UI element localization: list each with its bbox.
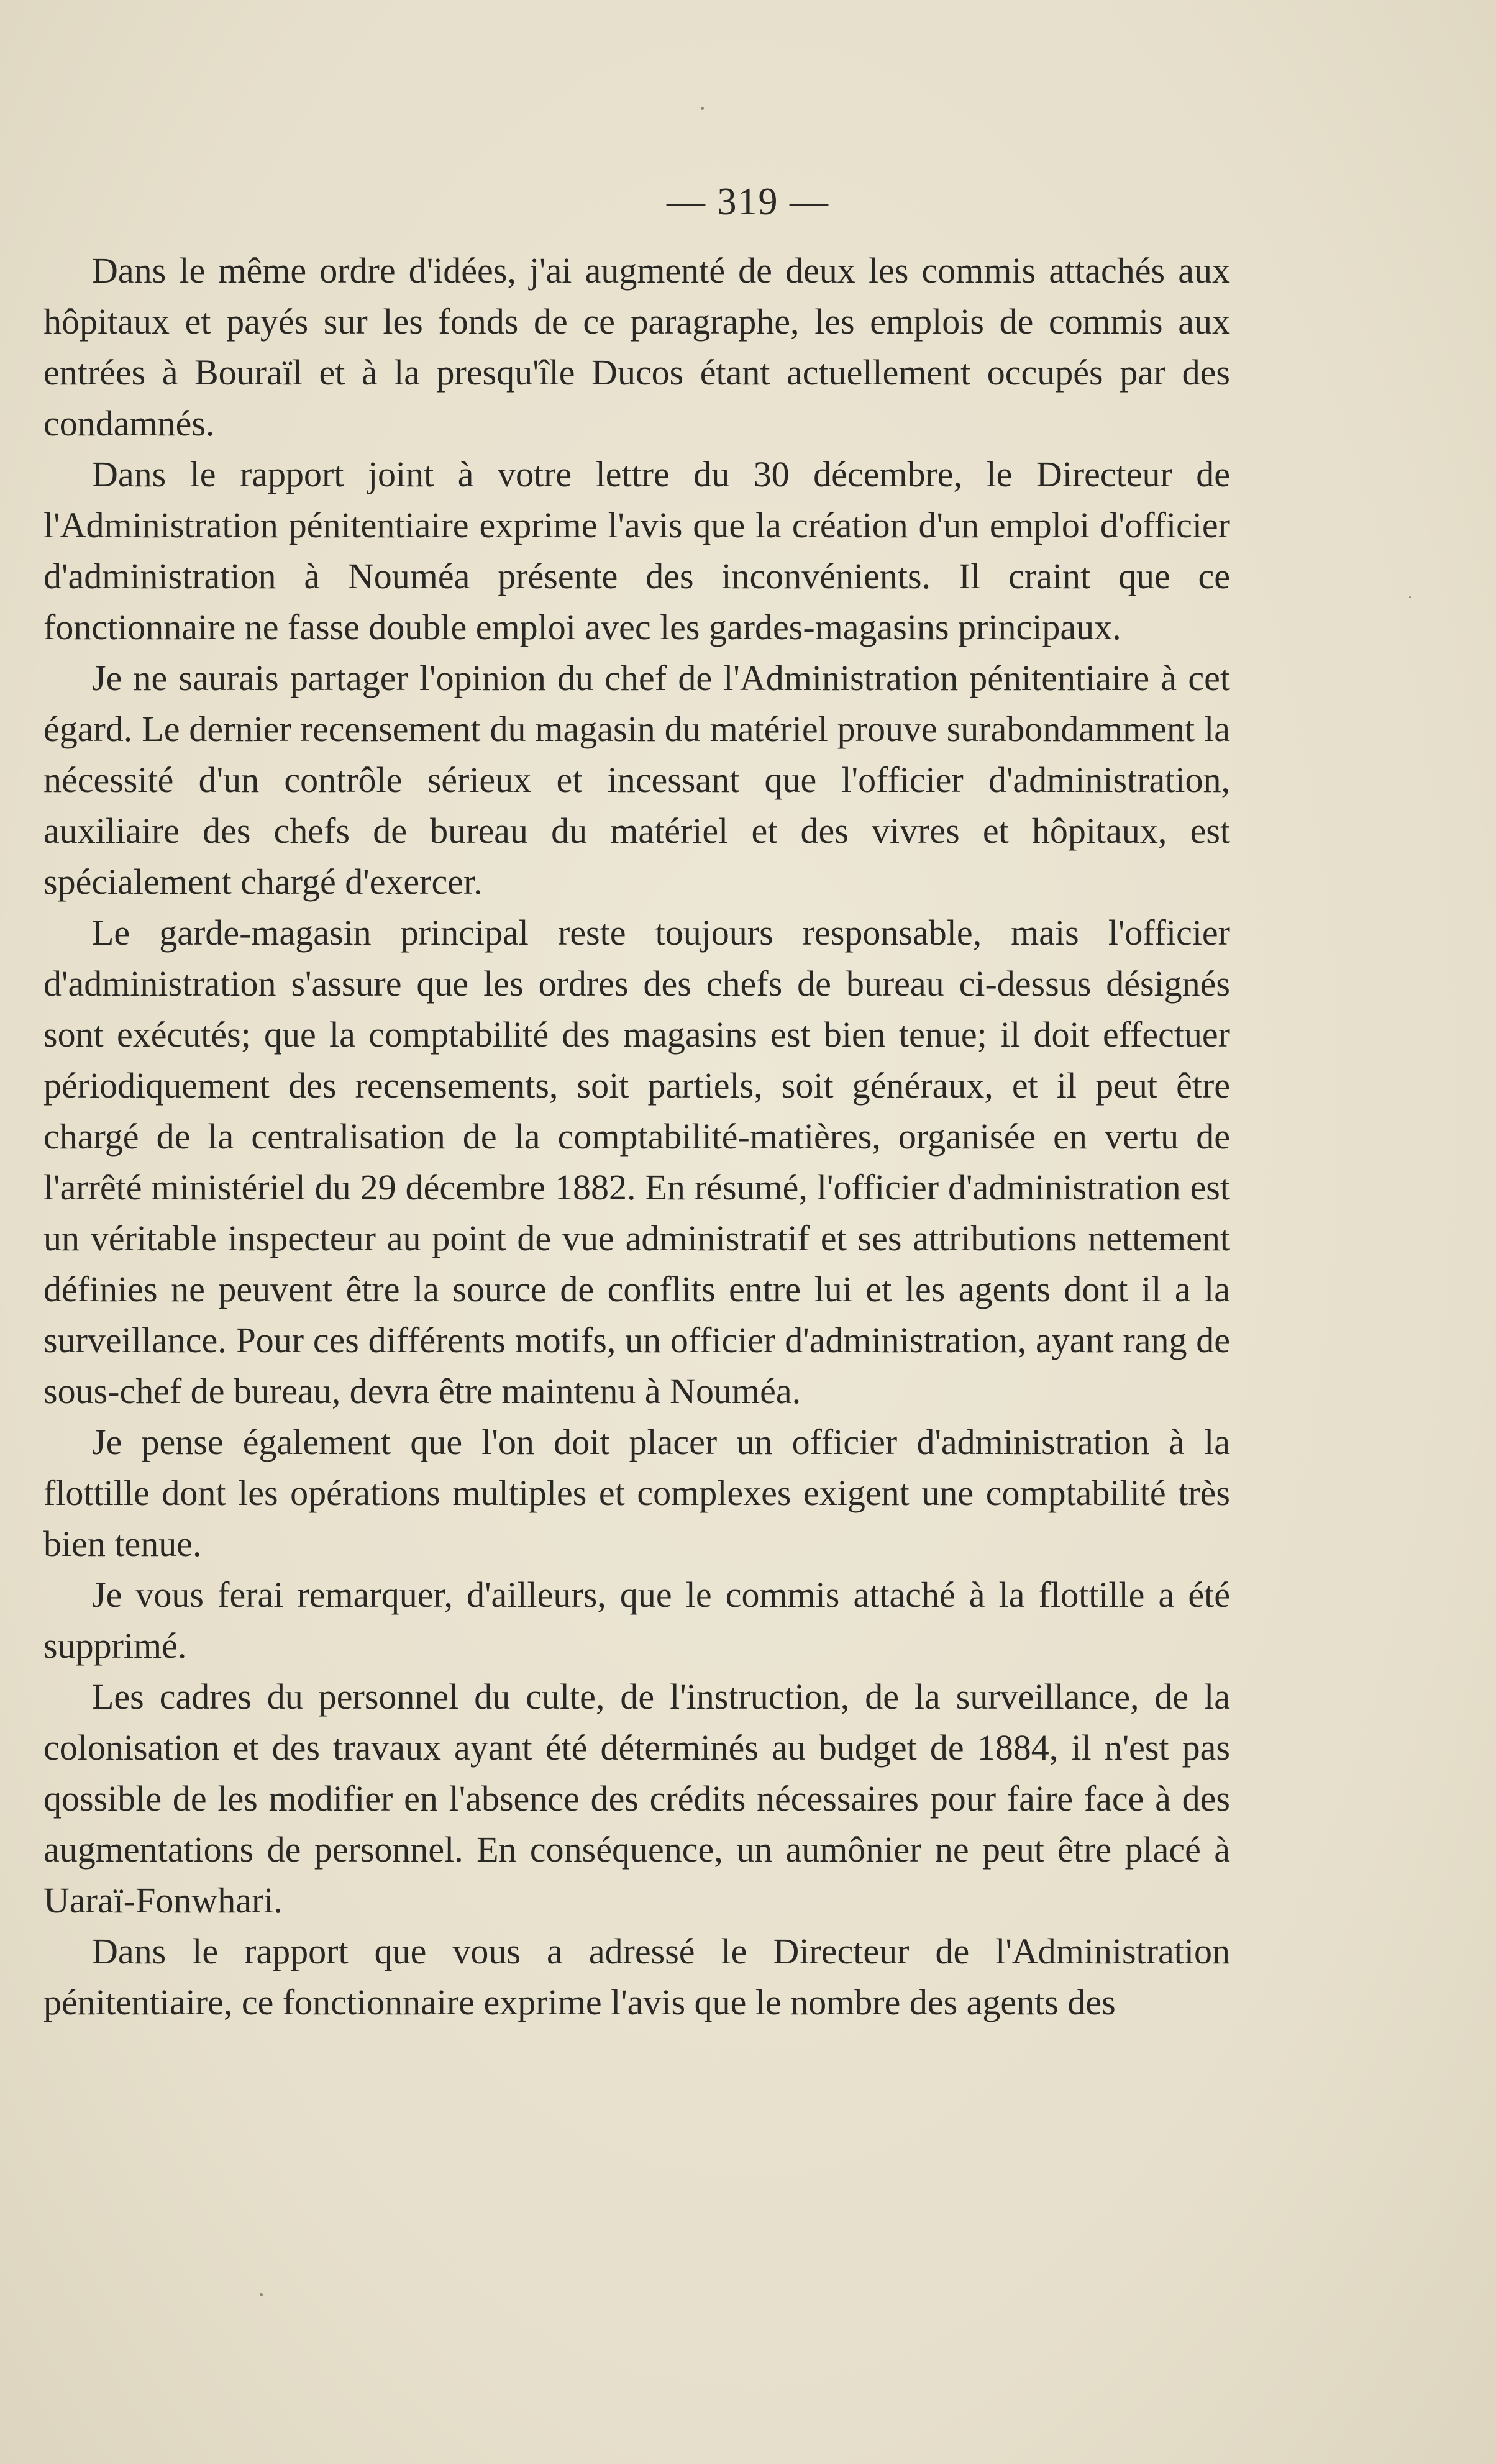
paragraph: Je ne saurais partager l'opinion du chef de l'Administration pénitentiaire à cet égard. Le dernier recensement du magasin du matériel prouve surabondamment la nécessité d'un contrôle sérieux et incessant que l'officier d'administration, auxiliaire des chefs de bureau du matériel et des vivres et hôpitaux, est spécialement chargé d'exercer. xyxy=(43,658,1230,902)
paragraph: Je pense également que l'on doit placer un officier d'administration à la flottille dont les opérations multiples et complexes exigent une comptabilité très bien tenue. xyxy=(43,1422,1230,1564)
paragraph: Dans le rapport que vous a adressé le Directeur de l'Administration pénitentiaire, ce fonctionnaire exprime l'avis que le nombre des agents des xyxy=(43,1931,1230,2022)
paragraph: Dans le rapport joint à votre lettre du 30 décembre, le Directeur de l'Administration pénitentiaire exprime l'avis que la création d'un emploi d'officier d'administration à Nouméa présente des inconvénients. Il craint que ce fonctionnaire ne fasse double emploi avec les gardes-magasins principaux. xyxy=(43,454,1230,647)
paragraph: Le garde-magasin principal reste toujours responsable, mais l'officier d'administration s'assure que les ordres des chefs de bureau ci-dessus désignés sont exécutés; que la comptabilité des magasins est bien tenue; il doit effectuer périodiquement des recensements, soit partiels, soit généraux, et il peut être chargé de la centralisation de la comptabilité-matières, organisée en vertu de l'arrêté ministériel du 29 décembre 1882. En résumé, l'officier d'administration est un véritable inspecteur au point de vue administratif et ses attributions nettement définies ne peuvent être la source de conflits entre lui et les agents dont il a la surveillance. Pour ces différents motifs, un officier d'administration, ayant rang de sous-chef de bureau, devra être maintenu à Nouméa. xyxy=(43,912,1230,1411)
paragraph: Dans le même ordre d'idées, j'ai augmenté de deux les commis attachés aux hôpitaux et payés sur les fonds de ce paragraphe, les emplois de commis aux entrées à Bouraïl et à la presqu'île Ducos étant actuellement occupés par des condamnés. xyxy=(43,250,1230,443)
body-text xyxy=(43,245,1230,2028)
paper-speck xyxy=(701,107,704,110)
paragraph: Je vous ferai remarquer, d'ailleurs, que le commis attaché à la flottille a été supprimé. xyxy=(43,1575,1230,1666)
paragraph: Les cadres du personnel du culte, de l'instruction, de la surveillance, de la colonisation et des travaux ayant été déterminés au budget de 1884, il n'est pas qossible de les modifier en l'absence des crédits nécessaires pour faire face à des augmentations de personnel. En conséquence, un aumônier ne peut être placé à Uaraï-Fonwhari. xyxy=(43,1676,1230,1921)
paper-speck xyxy=(260,2293,263,2296)
paper-speck xyxy=(1409,596,1411,598)
page-number: — 319 — xyxy=(667,181,829,223)
